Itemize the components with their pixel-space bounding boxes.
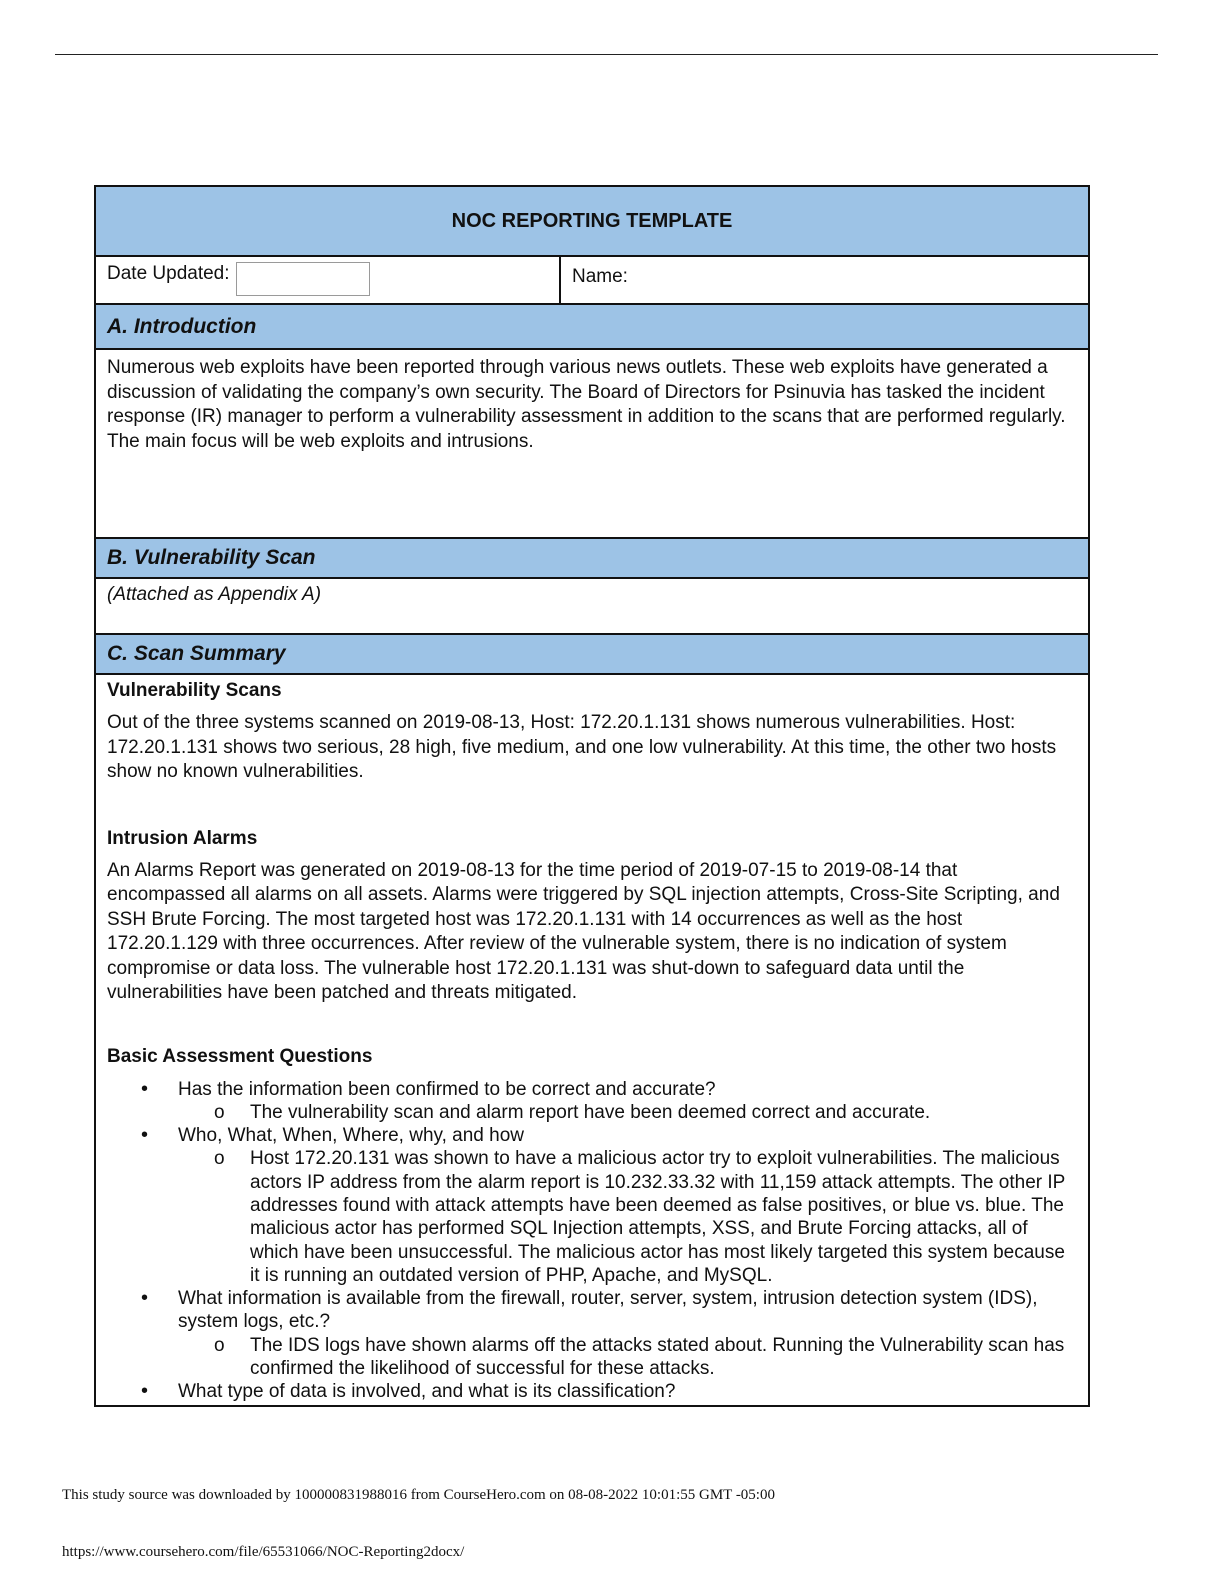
date-updated-field[interactable]	[236, 262, 370, 296]
scan-summary-body	[96, 675, 1088, 1405]
scan-summary-heading: C. Scan Summary	[96, 635, 1088, 675]
introduction-body	[96, 350, 1088, 539]
vulnerability-scan-heading: B. Vulnerability Scan	[96, 539, 1088, 579]
source-url: https://www.coursehero.com/file/65531066/NOC-Reporting2docx/	[62, 1544, 465, 1560]
name-label: Name:	[572, 266, 628, 287]
form-title: NOC REPORTING TEMPLATE	[96, 187, 1088, 257]
answer-text: o The IDS logs have shown alarms off the attacks stated about. Running the Vulnerability scan has confirmed the likelihood of successful for these attacks.	[178, 1334, 1076, 1381]
answer-text: o The vulnerability scan and alarm report have been deemed correct and accurate.	[178, 1101, 1076, 1124]
date-updated-cell	[96, 257, 561, 303]
vulnerability-scans-subheading: Vulnerability Scans	[107, 680, 282, 701]
list-item	[107, 1078, 1076, 1125]
question-text: Has the information been confirmed to be correct and accurate?	[178, 1078, 716, 1100]
answer-list	[178, 1101, 1076, 1124]
name-cell	[561, 257, 1088, 303]
list-item	[107, 1287, 1076, 1380]
answer-list	[178, 1147, 1076, 1287]
basic-assessment-subheading: Basic Assessment Questions	[107, 1045, 373, 1067]
noc-report-form	[94, 185, 1090, 1407]
list-item	[107, 1124, 1076, 1287]
appendix-note: (Attached as Appendix A)	[107, 584, 322, 605]
question-text: Who, What, When, Where, why, and how	[178, 1125, 525, 1147]
introduction-text: Numerous web exploits have been reported through various news outlets. These web exploits have generated a discussion of validating the company’s own security. The Board of Directors for Psinuvia has tasked the incident response (IR) manager to perform a vulnerability assessment in addition to the scans that are performed regularly. The main focus will be web exploits and intrusions.	[107, 357, 1066, 452]
answer-text: o Host 172.20.131 was shown to have a malicious actor try to exploit vulnerabilities. The malicious actors IP address from the alarm report is 10.232.33.32 with 11,159 attack attempts. The other IP addresses found with attack attempts have been deemed as false positives, or blue vs. blue. The malicious actor has performed SQL Injection attempts, XSS, and Brute Forcing attacks, all of which have been unsuccessful. The malicious actor has most likely targeted this system because it is running an outdated version of PHP, Apache, and MySQL.	[178, 1147, 1076, 1287]
list-item	[107, 1380, 1076, 1403]
assessment-question-list	[107, 1078, 1076, 1404]
date-name-row	[96, 257, 1088, 305]
intrusion-alarms-subheading: Intrusion Alarms	[107, 827, 258, 849]
download-source-note: This study source was downloaded by 100000831988016 from CourseHero.com on 08-08-2022 10:01:55 GMT -05:00	[62, 1487, 775, 1503]
header-rule	[55, 54, 1158, 55]
vulnerability-scans-text: Out of the three systems scanned on 2019-08-13, Host: 172.20.1.131 shows numerous vulnerabilities. Host: 172.20.1.131 shows two serious, 28 high, five medium, and one low vulnerability. At this time, the other two hosts show no known vulnerabilities.	[107, 712, 1057, 782]
date-updated-label: Date Updated:	[107, 263, 230, 284]
question-text: What information is available from the firewall, router, server, system, intrusion detection system (IDS), system logs, etc.?	[178, 1288, 1038, 1333]
question-text: What type of data is involved, and what is its classification?	[178, 1381, 676, 1403]
answer-list	[178, 1334, 1076, 1381]
introduction-heading: A. Introduction	[96, 305, 1088, 350]
intrusion-alarms-text: An Alarms Report was generated on 2019-08-13 for the time period of 2019-07-15 to 2019-08-14 that encompassed all alarms on all assets. Alarms were triggered by SQL injection attempts, Cross-Site Scripting, and SSH Brute Forcing. The most targeted host was 172.20.1.131 with 14 occurrences as well as the host 172.20.1.129 with three occurrences. After review of the vulnerable system, there is no indication of system compromise or data loss. The vulnerable host 172.20.1.131 was shut-down to safeguard data until the vulnerabilities have been patched and threats mitigated.	[107, 859, 1060, 1003]
vulnerability-scan-body	[96, 579, 1088, 635]
